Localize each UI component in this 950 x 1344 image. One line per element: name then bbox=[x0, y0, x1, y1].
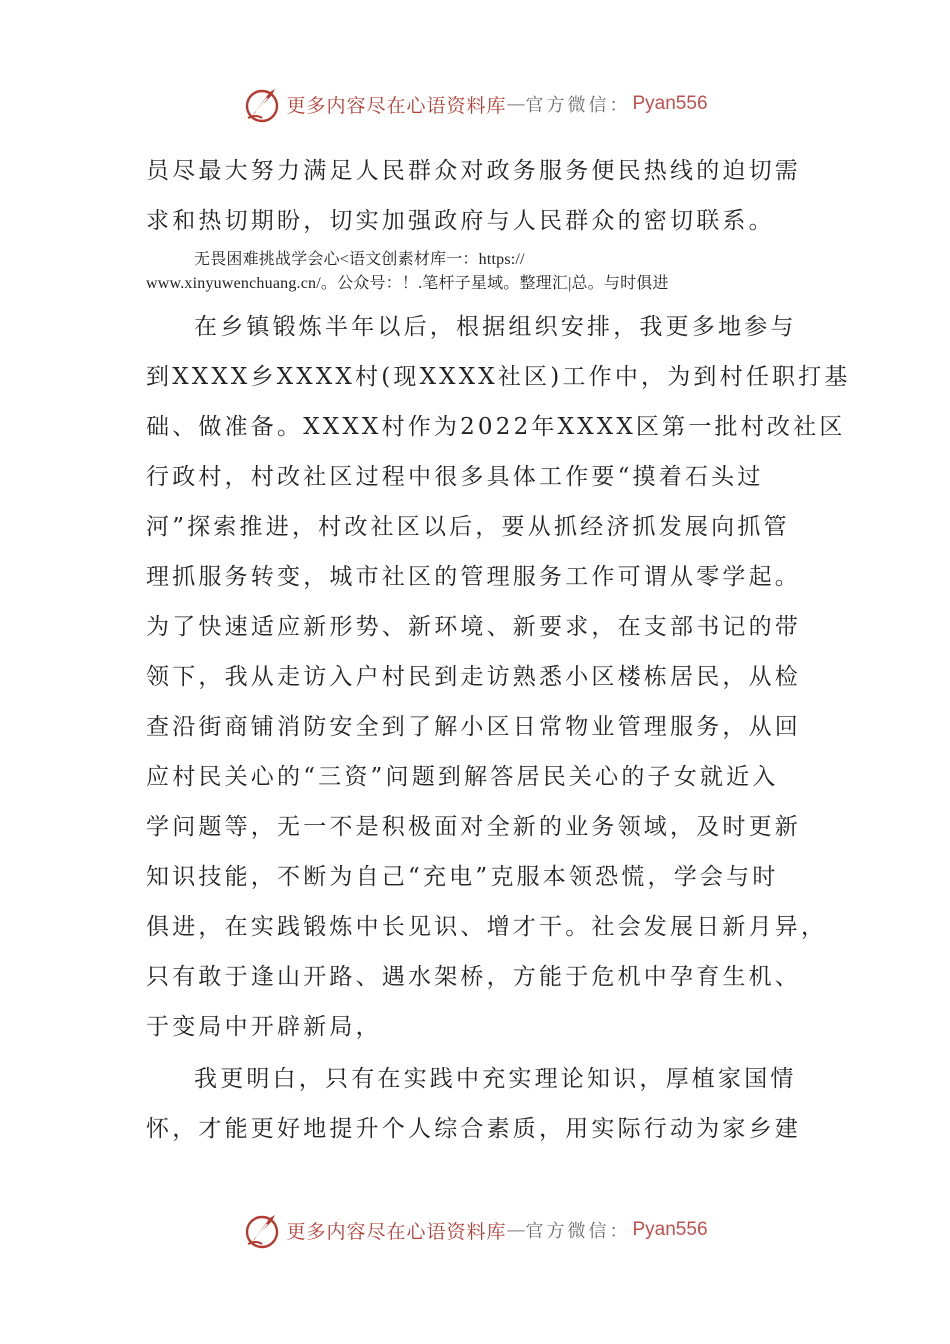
watermark-note-line-1: 无畏困难挑战学会心<语文创素材库一：https:// bbox=[194, 251, 525, 268]
text-line: 到XXXX乡XXXX村(现XXXX社区)工作中，为到村任职打基 bbox=[146, 364, 851, 390]
footer-banner bbox=[0, 1208, 950, 1252]
text-line: 领下，我从走访入户村民到走访熟悉小区楼栋居民，从检 bbox=[146, 664, 801, 690]
paragraph-first-line: 在乡镇锻炼半年以后，根据组织安排，我更多地参与 bbox=[194, 314, 797, 340]
text-line: 求和热切期盼，切实加强政府与人民群众的密切联系。 bbox=[146, 208, 775, 234]
banner-slogan: 更多内容尽在心语资料库 bbox=[286, 1220, 507, 1243]
text-line: 俱进，在实践锻炼中长见识、增才干。社会发展日新月异， bbox=[146, 914, 828, 940]
text-line: 员尽最大努力满足人民群众对政务服务便民热线的迫切需 bbox=[146, 158, 801, 184]
paragraph-first-line: 我更明白，只有在实践中充实理论知识，厚植家国情 bbox=[194, 1066, 797, 1092]
text-line: 行政村，村改社区过程中很多具体工作要“摸着石头过 bbox=[146, 464, 764, 490]
text-line: 理抓服务转变，城市社区的管理服务工作可谓从零学起。 bbox=[146, 564, 801, 590]
banner-wechat-label: 官方微信： bbox=[525, 1221, 631, 1242]
text-line: 只有敢于逢山开路、遇水架桥，方能于危机中孕育生机、 bbox=[146, 964, 801, 990]
text-line: 为了快速适应新形势、新环境、新要求，在支部书记的带 bbox=[146, 614, 801, 640]
text-line: 于变局中开辟新局， bbox=[146, 1014, 382, 1040]
header-banner bbox=[0, 82, 950, 126]
banner-wechat-label: 官方微信： bbox=[525, 95, 631, 116]
quill-logo-icon bbox=[242, 84, 282, 124]
text-line: 学问题等，无一不是积极面对全新的业务领域，及时更新 bbox=[146, 814, 801, 840]
text-line: 河”探索推进，村改社区以后，要从抓经济抓发展向抓管 bbox=[146, 514, 790, 540]
banner-separator: — bbox=[506, 1219, 526, 1241]
banner-separator: — bbox=[506, 93, 526, 115]
watermark-note-line-2: www.xinyuwenchuang.cn/。公众号：！.笔杆子星域。整理汇|总。与时俱进 bbox=[146, 275, 669, 292]
quill-logo-icon bbox=[242, 1210, 282, 1250]
text-line: 应村民关心的“三资”问题到解答居民关心的子女就近入 bbox=[146, 764, 779, 790]
text-line: 知识技能，不断为自己“充电”克服本领恐慌，学会与时 bbox=[146, 864, 779, 890]
banner-wechat-id: Pyan556 bbox=[632, 1219, 708, 1240]
text-line: 查沿街商铺消防安全到了解小区日常物业管理服务，从回 bbox=[146, 714, 801, 740]
text-line: 础、做准备。XXXX村作为2022年XXXX区第一批村改社区 bbox=[146, 414, 846, 440]
banner-wechat-id: Pyan556 bbox=[632, 93, 708, 114]
banner-slogan: 更多内容尽在心语资料库 bbox=[286, 94, 507, 117]
text-line: 怀，才能更好地提升个人综合素质，用实际行动为家乡建 bbox=[146, 1116, 801, 1142]
